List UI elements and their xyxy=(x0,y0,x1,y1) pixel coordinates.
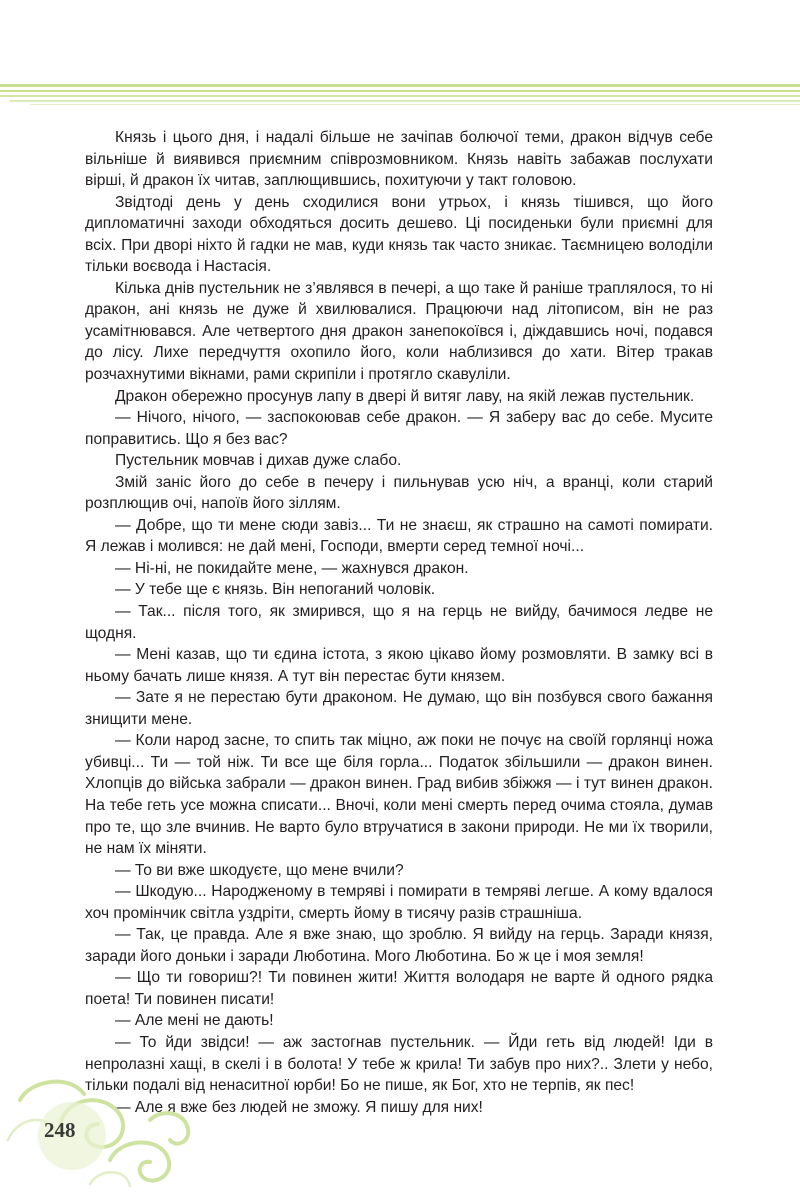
header-stripe xyxy=(0,95,800,97)
paragraph: — То йди звідси! — аж застогнав пустельник. — Йди геть від людей! Іди в непролазні хащі, в скелі і в болота! У тебе ж крила! Ти забув про них?.. Злети у небо, тільки подалі від ненаситної юрби! Бо не пише, як Бог, хто не терпів, як пес! xyxy=(85,1033,713,1095)
paragraph: — Так... після того, як змирився, що я на герць не вийду, бачимося ледве не щодня. xyxy=(85,603,713,642)
swirl-ornament-icon xyxy=(0,1060,200,1197)
paragraph: — У тебе ще є князь. Він непоганий чоловік. xyxy=(115,581,436,599)
main-text xyxy=(85,127,713,1118)
paragraph: — Але я вже без людей не зможу. Я пишу для них! xyxy=(115,1098,483,1116)
paragraph: Кілька днів пустельник не з’являвся в печері, а що таке й раніше траплялося, то ні дракон, ані князь не дуже й хвилювалися. Працюючи над літописом, він не раз усамітнювався. Але четвертого дня дракон занепокоївся і, діждавшись ночі, подався до лісу. Лихе передчуття охопило його, коли наблизився до хати. Вітер тракав розчахнутими вікнами, рами скрипіли і протягло скавуліли. xyxy=(85,279,713,384)
page-number: 248 xyxy=(44,1118,76,1142)
paragraph: — Нічого, нічого, — заспокоював себе дракон. — Я заберу вас до себе. Мусите поправитись. Що я без вас? xyxy=(85,409,713,448)
paragraph: — Так, це правда. Але я вже знаю, що зроблю. Я вийду на герць. Заради князя, заради його доньки і заради Люботина. Мого Люботина. Бо ж це і моя земля! xyxy=(85,926,713,965)
paragraph: — Що ти говориш?! Ти повинен жити! Життя володаря не варте й одного рядка поета! Ти повинен писати! xyxy=(85,969,713,1008)
paragraph: — Мені казав, що ти єдина істота, з якою цікаво йому розмовляти. В замку всі в ньому бачать лише князя. А тут він перестає бути князем. xyxy=(85,646,713,685)
paragraph: Дракон обережно просунув лапу в двері й витяг лаву, на якій лежав пустельник. xyxy=(115,387,695,405)
paragraph: Князь і цього дня, і надалі більше не зачіпав болючої теми, дракон відчув себе вільніше й виявився приємним співрозмовником. Князь навіть забажав послухати вірші, й дракон їх читав, заплющившись, похитуючи у такт головою. xyxy=(85,129,713,190)
paragraph: — То ви вже шкодуєте, що мене вчили? xyxy=(115,861,404,879)
header-stripe xyxy=(0,90,800,92)
paragraph: — Ні-ні, не покидайте мене, — жахнувся дракон. xyxy=(115,559,469,577)
paragraph: Пустельник мовчав і дихав дуже слабо. xyxy=(115,452,402,470)
paragraph: — Коли народ засне, то спить так міцно, аж поки не почує на своїй горлянці ножа убивці... Ти — той ніж. Ти все ще біля горла... Податок збільшили — дракон винен. Хлопців до війська забрали — дракон винен. Град вибив збіжжя — і тут винен дракон. На тебе геть усе можна списати... Вночі, коли мені смерть перед очима стояла, думав про те, що зле вчинив. Не варто було втручатися в закони природи. Не ми їх творили, не нам їх міняти. xyxy=(85,732,713,858)
header-band xyxy=(0,0,800,110)
paragraph: Звідтоді день у день сходилися вони утрьох, і князь тішився, що його дипломатичні заходи обходяться досить дешево. Ці посиденьки були приємні для всіх. При дворі ніхто й гадки не мав, куди князь так часто зникає. Таємницею володіли тільки воєвода і Настасія. xyxy=(85,193,713,276)
header-stripe xyxy=(0,84,800,87)
header-stripe xyxy=(10,100,800,102)
paragraph: — Зате я не перестаю бути драконом. Не думаю, що він позбувся свого бажання знищити мене. xyxy=(85,689,713,728)
paragraph: — Але мені не дають! xyxy=(115,1012,274,1030)
paragraph: Змій заніс його до себе в печеру і пильнував усю ніч, а вранці, коли старий розплющив очі, напоїв його зіллям. xyxy=(85,473,713,513)
paragraph: — Шкодую... Народженому в темряві і помирати в темряві легше. А кому вдалося хоч промінчик світла уздріти, смерть йому в тисячу разів страшніша. xyxy=(85,883,713,922)
header-stripe xyxy=(30,104,800,105)
paragraph: — Добре, що ти мене сюди завіз... Ти не знаєш, як страшно на самоті помирати. Я лежав і молився: не дай мені, Господи, вмерти серед темної ночі... xyxy=(85,516,713,556)
